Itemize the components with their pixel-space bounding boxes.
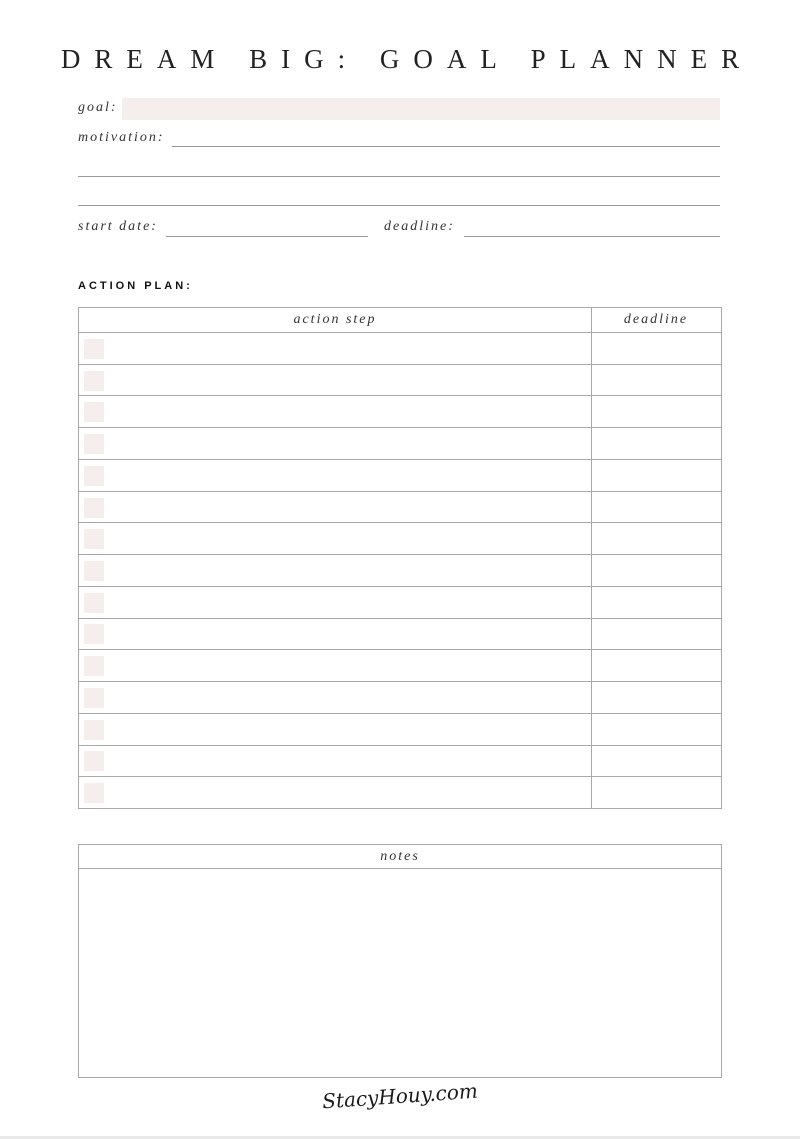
motivation-line-3[interactable]: [78, 205, 720, 206]
action-step-cell[interactable]: [109, 650, 587, 681]
deadline-cell[interactable]: [593, 333, 719, 364]
table-row: [79, 364, 721, 397]
action-step-cell[interactable]: [109, 428, 587, 459]
action-step-cell[interactable]: [109, 555, 587, 586]
deadline-label: deadline:: [384, 219, 455, 234]
start-date-line[interactable]: [166, 236, 368, 237]
deadline-cell[interactable]: [593, 714, 719, 745]
row-checkbox[interactable]: [84, 593, 104, 613]
row-checkbox[interactable]: [84, 339, 104, 359]
deadline-cell[interactable]: [593, 428, 719, 459]
row-checkbox[interactable]: [84, 402, 104, 422]
deadline-line[interactable]: [464, 236, 720, 237]
goal-label: goal:: [78, 100, 118, 115]
table-row: [79, 522, 721, 555]
table-row: [79, 427, 721, 460]
row-checkbox[interactable]: [84, 529, 104, 549]
deadline-cell[interactable]: [593, 587, 719, 618]
deadline-cell[interactable]: [593, 523, 719, 554]
row-checkbox[interactable]: [84, 498, 104, 518]
deadline-cell[interactable]: [593, 396, 719, 427]
signature-logo: StacyHouy.com: [321, 1078, 479, 1114]
action-step-cell[interactable]: [109, 492, 587, 523]
action-step-cell[interactable]: [109, 682, 587, 713]
table-row: [79, 776, 721, 809]
deadline-cell[interactable]: [593, 365, 719, 396]
table-row: [79, 554, 721, 587]
goal-field[interactable]: [122, 98, 720, 120]
action-step-cell[interactable]: [109, 587, 587, 618]
deadline-cell[interactable]: [593, 555, 719, 586]
column-header-deadline: deadline: [623, 312, 689, 327]
row-checkbox[interactable]: [84, 434, 104, 454]
row-checkbox[interactable]: [84, 466, 104, 486]
row-checkbox[interactable]: [84, 656, 104, 676]
action-step-cell[interactable]: [109, 619, 587, 650]
motivation-line-2[interactable]: [78, 176, 720, 177]
table-row: [79, 332, 721, 365]
action-plan-table: [78, 307, 722, 809]
notes-heading: notes: [79, 845, 721, 869]
row-checkbox[interactable]: [84, 561, 104, 581]
motivation-line-1[interactable]: [172, 146, 720, 147]
action-step-cell[interactable]: [109, 714, 587, 745]
row-checkbox[interactable]: [84, 751, 104, 771]
table-row: [79, 713, 721, 746]
deadline-cell[interactable]: [593, 682, 719, 713]
table-row: [79, 395, 721, 428]
deadline-cell[interactable]: [593, 777, 719, 808]
motivation-label: motivation:: [78, 130, 165, 145]
start-date-label: start date:: [78, 219, 158, 234]
notes-area[interactable]: [79, 869, 721, 1077]
deadline-cell[interactable]: [593, 492, 719, 523]
action-step-cell[interactable]: [109, 460, 587, 491]
action-step-cell[interactable]: [109, 396, 587, 427]
deadline-cell[interactable]: [593, 619, 719, 650]
deadline-cell[interactable]: [593, 460, 719, 491]
table-row: [79, 649, 721, 682]
row-checkbox[interactable]: [84, 720, 104, 740]
deadline-cell[interactable]: [593, 746, 719, 777]
row-checkbox[interactable]: [84, 624, 104, 644]
action-step-cell[interactable]: [109, 365, 587, 396]
action-plan-heading: ACTION PLAN:: [78, 280, 193, 292]
table-row: [79, 745, 721, 778]
action-step-cell[interactable]: [109, 333, 587, 364]
column-header-action-step: action step: [293, 312, 377, 327]
table-row: [79, 681, 721, 714]
action-step-cell[interactable]: [109, 777, 587, 808]
table-row: [79, 491, 721, 524]
deadline-cell[interactable]: [593, 650, 719, 681]
table-row: [79, 459, 721, 492]
row-checkbox[interactable]: [84, 371, 104, 391]
row-checkbox[interactable]: [84, 688, 104, 708]
table-row: [79, 618, 721, 651]
action-step-cell[interactable]: [109, 523, 587, 554]
table-row: [79, 586, 721, 619]
notes-box: [78, 844, 722, 1078]
row-checkbox[interactable]: [84, 783, 104, 803]
page-title: DREAM BIG: GOAL PLANNER: [60, 44, 754, 74]
action-step-cell[interactable]: [109, 746, 587, 777]
